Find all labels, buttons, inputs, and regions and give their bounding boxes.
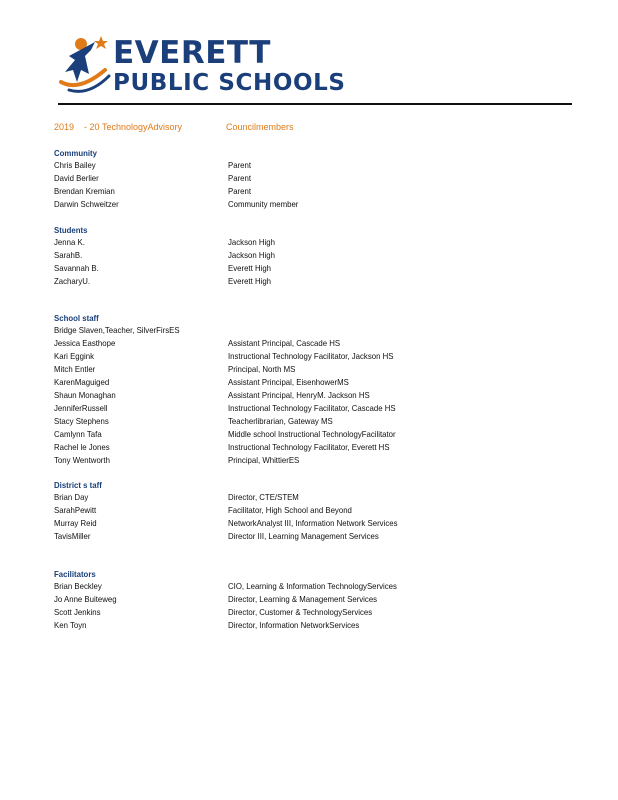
member-name: Murray Reid <box>54 518 97 528</box>
member-role: Director, Information NetworkServices <box>228 620 360 630</box>
member-row <box>0 364 618 376</box>
member-name: Ken Toyn <box>54 620 87 630</box>
member-role: Teacherlibrarian, Gateway MS <box>228 416 333 426</box>
member-role: Parent <box>228 160 252 170</box>
member-name: JenniferRussell <box>54 403 108 413</box>
member-name: TavisMiller <box>54 531 91 541</box>
member-name: Camlynn Tafa <box>54 429 102 439</box>
member-row <box>0 505 618 517</box>
member-name: Brian Beckley <box>54 581 102 591</box>
member-role: Instructional Technology Facilitator, Cascade HS <box>228 403 396 413</box>
member-row <box>0 403 618 415</box>
member-role: Assistant Principal, EisenhowerMS <box>228 377 349 387</box>
member-name: Chris Bailey <box>54 160 96 170</box>
member-role: Middle school Instructional TechnologyFacilitator <box>228 429 396 439</box>
member-role: Director III, Learning Management Services <box>228 531 379 541</box>
title-group: TechnologyAdvisory <box>102 122 183 132</box>
member-role: Assistant Principal, Cascade HS <box>228 338 341 348</box>
member-row <box>0 442 618 454</box>
member-name: Kari Eggink <box>54 351 94 361</box>
member-name: Tony Wentworth <box>54 455 110 465</box>
member-row <box>0 263 618 275</box>
member-row <box>0 455 618 467</box>
member-role: Jackson High <box>228 250 275 260</box>
district-logo <box>55 30 346 102</box>
member-row <box>0 607 618 619</box>
student-star-icon <box>55 30 117 100</box>
member-row <box>0 160 618 172</box>
logo-wordmark-line1: EVERETT <box>113 35 271 71</box>
member-role: Instructional Technology Facilitator, Jackson HS <box>228 351 394 361</box>
member-row <box>0 173 618 185</box>
member-role: Principal, North MS <box>228 364 296 374</box>
member-row <box>0 581 618 593</box>
member-row <box>0 416 618 428</box>
member-row <box>0 237 618 249</box>
member-name: Scott Jenkins <box>54 607 101 617</box>
member-name: Brian Day <box>54 492 89 502</box>
member-role: Principal, WhittierES <box>228 455 300 465</box>
section-heading: Community <box>54 148 98 158</box>
title-members: Councilmembers <box>226 122 294 132</box>
member-row <box>0 351 618 363</box>
header-divider <box>58 103 572 105</box>
member-role: NetworkAnalyst III, Information Network Services <box>228 518 398 528</box>
title-year-end: - 20 <box>84 122 100 132</box>
member-name: Darwin Schweitzer <box>54 199 119 209</box>
member-name: ZacharyU. <box>54 276 91 286</box>
member-row <box>0 492 618 504</box>
member-row <box>0 250 618 262</box>
member-role: Director, CTE/STEM <box>228 492 299 502</box>
member-role: Parent <box>228 186 252 196</box>
section-heading: District s taff <box>54 480 102 490</box>
member-name: Shaun Monaghan <box>54 390 116 400</box>
member-row <box>0 325 618 337</box>
member-role: Instructional Technology Facilitator, Everett HS <box>228 442 390 452</box>
member-row <box>0 531 618 543</box>
section-heading: School staff <box>54 313 99 323</box>
member-row <box>0 186 618 198</box>
member-role: Director, Learning & Management Services <box>228 594 378 604</box>
member-name: KarenMaguiged <box>54 377 110 387</box>
member-role: Assistant Principal, HenryM. Jackson HS <box>228 390 370 400</box>
member-row <box>0 620 618 632</box>
member-name: Brendan Kremian <box>54 186 115 196</box>
member-role: Everett High <box>228 276 272 286</box>
member-name: SarahPewitt <box>54 505 97 515</box>
member-name: Stacy Stephens <box>54 416 109 426</box>
member-name: Rachel le Jones <box>54 442 110 452</box>
member-role: Everett High <box>228 263 272 273</box>
member-row <box>0 199 618 211</box>
member-row <box>0 377 618 389</box>
member-name: SarahB. <box>54 250 83 260</box>
member-role: Parent <box>228 173 252 183</box>
member-role: Community member <box>228 199 299 209</box>
member-role: CIO, Learning & Information TechnologyServices <box>228 581 397 591</box>
member-name: Jenna K. <box>54 237 85 247</box>
member-row <box>0 276 618 288</box>
member-row <box>0 390 618 402</box>
member-row <box>0 429 618 441</box>
section-heading: Facilitators <box>54 569 96 579</box>
member-row <box>0 338 618 350</box>
member-row <box>0 518 618 530</box>
member-row <box>0 594 618 606</box>
member-name: Jo Anne Buiteweg <box>54 594 117 604</box>
document-title <box>0 122 618 134</box>
logo-wordmark-line2: PUBLIC SCHOOLS <box>113 70 346 96</box>
member-name: Jessica Easthope <box>54 338 116 348</box>
member-role: Jackson High <box>228 237 275 247</box>
member-name: David Berlier <box>54 173 99 183</box>
section-heading: Students <box>54 225 88 235</box>
member-name: Savannah B. <box>54 263 99 273</box>
member-name: Mitch Entler <box>54 364 96 374</box>
title-year: 2019 <box>54 122 75 132</box>
member-name: Bridge Slaven,Teacher, SilverFirsES <box>54 325 180 335</box>
member-role: Director, Customer & TechnologyServices <box>228 607 373 617</box>
member-role: Facilitator, High School and Beyond <box>228 505 352 515</box>
